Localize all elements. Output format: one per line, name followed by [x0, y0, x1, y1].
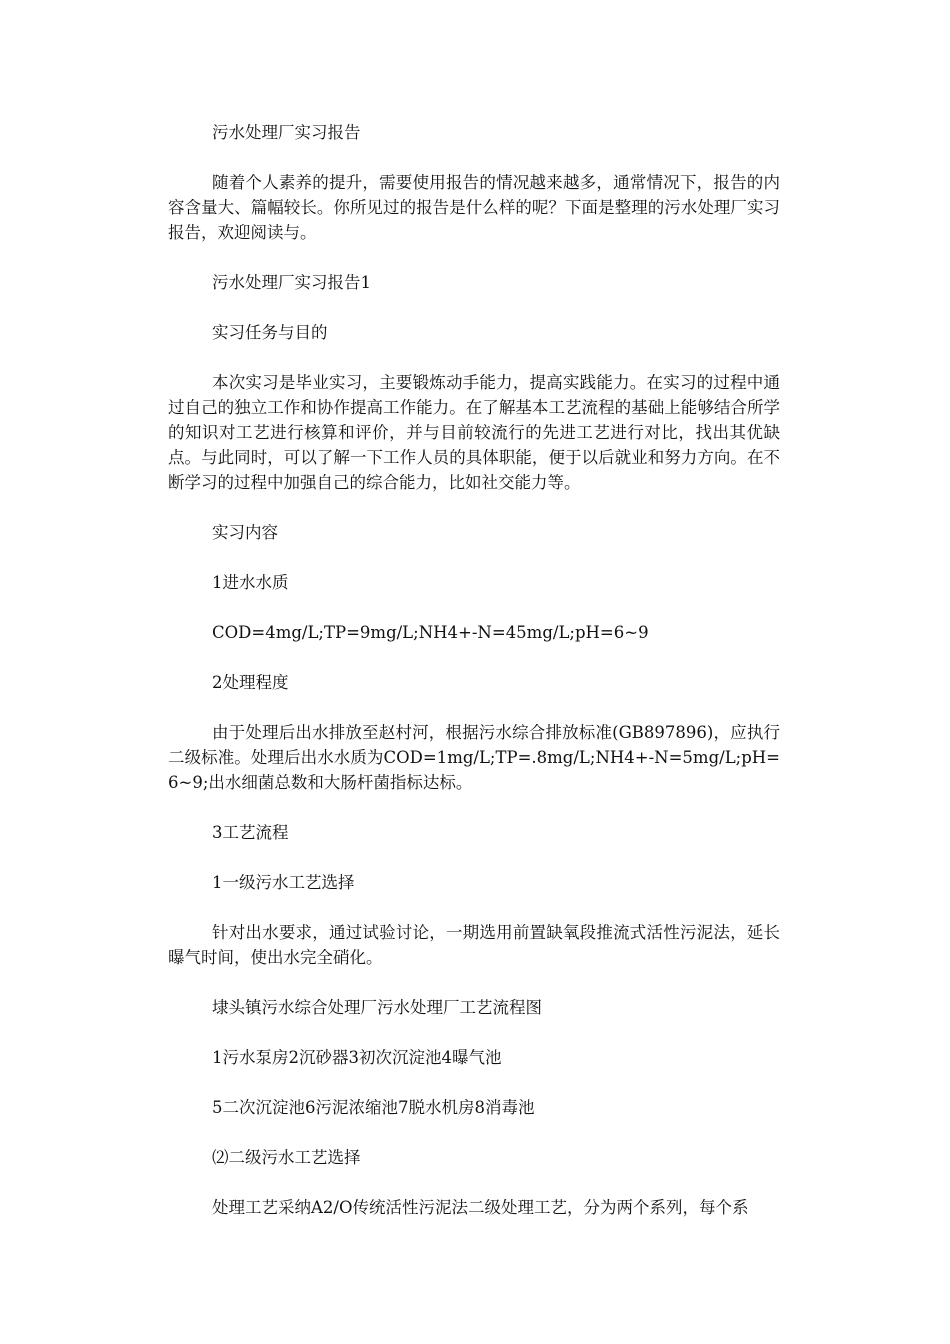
treatment-level-paragraph: 由于处理后出水排放至赵村河，根据污水综合排放标准(GB897896)，应执行二级标准。处理后出水水质为COD=1mg/L;TP=.8mg/L;NH4+-N=5mg/L;pH=6~9;出水细菌总数和大肠杆菌指标达标。	[168, 723, 780, 792]
document-body	[168, 120, 780, 1220]
section-heading-content: 实习内容	[212, 523, 278, 542]
flowchart-title: 埭头镇污水综合处理厂污水处理厂工艺流程图	[212, 998, 542, 1017]
section-heading-purpose: 实习任务与目的	[212, 323, 328, 342]
subheading-primary-process: 1一级污水工艺选择	[212, 873, 355, 892]
secondary-process-paragraph: 处理工艺采纳A2/O传统活性污泥法二级处理工艺，分为两个系列，每个系	[212, 1198, 749, 1217]
subheading-secondary-process: ⑵二级污水工艺选择	[212, 1148, 361, 1167]
intro-paragraph: 随着个人素养的提升，需要使用报告的情况越来越多，通常情况下，报告的内容含量大、篇幅较长。你所见过的报告是什么样的呢？下面是整理的污水处理厂实习报告，欢迎阅读与。	[168, 173, 780, 242]
primary-process-paragraph: 针对出水要求，通过试验讨论，一期选用前置缺氧段推流式活性污泥法，延长曝气时间，使出水完全硝化。	[168, 923, 780, 967]
document-title: 污水处理厂实习报告	[212, 123, 361, 142]
report-heading: 污水处理厂实习报告1	[212, 273, 371, 292]
flowchart-legend-line-2: 5二次沉淀池6污泥浓缩池7脱水机房8消毒池	[212, 1098, 535, 1117]
purpose-paragraph: 本次实习是毕业实习，主要锻炼动手能力，提高实践能力。在实习的过程中通过自己的独立工作和协作提高工作能力。在了解基本工艺流程的基础上能够结合所学的知识对工艺进行核算和评价，并与目前较流行的先进工艺进行对比，找出其优缺点。与此同时，可以了解一下工作人员的具体职能，便于以后就业和努力方向。在不断学习的过程中加强自己的综合能力，比如社交能力等。	[168, 373, 780, 492]
flowchart-legend-line-1: 1污水泵房2沉砂器3初次沉淀池4曝气池	[212, 1048, 502, 1067]
subheading-influent: 1进水水质	[212, 573, 289, 592]
subheading-process: 3工艺流程	[212, 823, 289, 842]
subheading-treatment-level: 2处理程度	[212, 673, 289, 692]
influent-values: COD=4mg/L;TP=9mg/L;NH4+-N=45mg/L;pH=6~9	[212, 623, 649, 642]
